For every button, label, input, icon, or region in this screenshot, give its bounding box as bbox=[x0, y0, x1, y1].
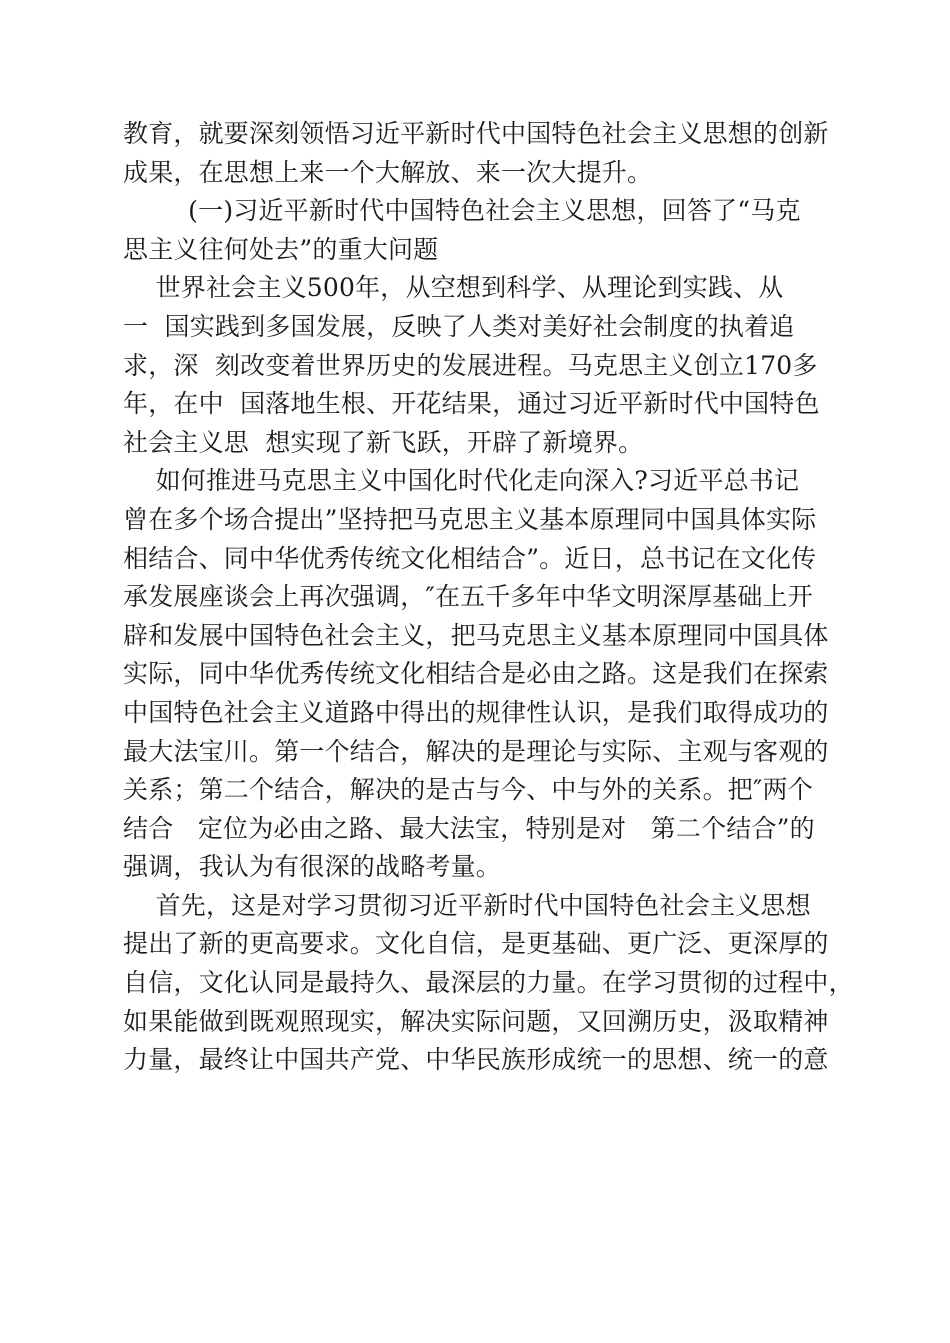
text-line-20: 强调，我认为有很深的战略考量。 bbox=[123, 852, 502, 882]
text-line-16: 中国特色社会主义道路中得出的规律性认识，是我们取得成功的 bbox=[123, 697, 829, 727]
section-heading-line-1: (一)习近平新时代中国特色社会主义思想，回答了“马克 bbox=[123, 196, 801, 226]
text-line-19: 结合 定位为必由之路、最大法宝，特别是对 第二个结合”的 bbox=[123, 813, 815, 843]
text-line-8: 年，在中 国落地生根、开花结果，通过习近平新时代中国特色 bbox=[123, 389, 820, 419]
text-line-6: 一 国实践到多国发展，反映了人类对美好社会制度的执着追 bbox=[123, 311, 795, 341]
text-line-22: 提出了新的更高要求。文化自信，是更基础、更广泛、更深厚的 bbox=[123, 929, 829, 959]
text-line-13: 承发展座谈会上再次强调，″在五千多年中华文明深厚基础上开 bbox=[123, 582, 813, 612]
text-line-21: 首先，这是对学习贯彻习近平新时代中国特色社会主义思想 bbox=[123, 890, 811, 920]
text-line-2: 成果，在思想上来一个大解放、来一次大提升。 bbox=[123, 157, 653, 187]
text-line-18: 关系；第二个结合，解决的是古与今、中与外的关系。把″两个 bbox=[123, 775, 813, 805]
section-heading-line-2: 思主义往何处去”的重大问题 bbox=[123, 234, 439, 264]
text-line-9: 社会主义思 想实现了新飞跃，开辟了新境界。 bbox=[123, 427, 644, 457]
text-line-23: 自信，文化认同是最持久、最深层的力量。在学习贯彻的过程中， bbox=[123, 968, 854, 998]
text-line-11: 曾在多个场合提出”坚持把马克思主义基本原理同中国具体实际 bbox=[123, 504, 817, 534]
text-line-17: 最大法宝川。第一个结合，解决的是理论与实际、主观与客观的 bbox=[123, 736, 829, 766]
text-line-25: 力量，最终让中国共产党、中华民族形成统一的思想、统一的意 bbox=[123, 1045, 829, 1075]
text-line-15: 实际，同中华优秀传统文化相结合是必由之路。这是我们在探索 bbox=[123, 659, 829, 689]
text-line-24: 如果能做到既观照现实，解决实际问题，又回溯历史，汲取精神 bbox=[123, 1006, 829, 1036]
text-line-12: 相结合、同中华优秀传统文化相结合”。近日，总书记在文化传 bbox=[123, 543, 817, 573]
text-line-10: 如何推进马克思主义中国化时代化走向深入?习近平总书记 bbox=[123, 466, 800, 496]
body-text bbox=[123, 115, 863, 1080]
text-line-14: 辟和发展中国特色社会主义，把马克思主义基本原理同中国具体 bbox=[123, 620, 829, 650]
text-line-5: 世界社会主义500年，从空想到科学、从理论到实践、从 bbox=[123, 273, 784, 303]
text-line-1: 教育，就要深刻领悟习近平新时代中国特色社会主义思想的创新 bbox=[123, 119, 829, 148]
text-line-7: 求，深 刻改变着世界历史的发展进程。马克思主义创立170多 bbox=[123, 350, 818, 380]
